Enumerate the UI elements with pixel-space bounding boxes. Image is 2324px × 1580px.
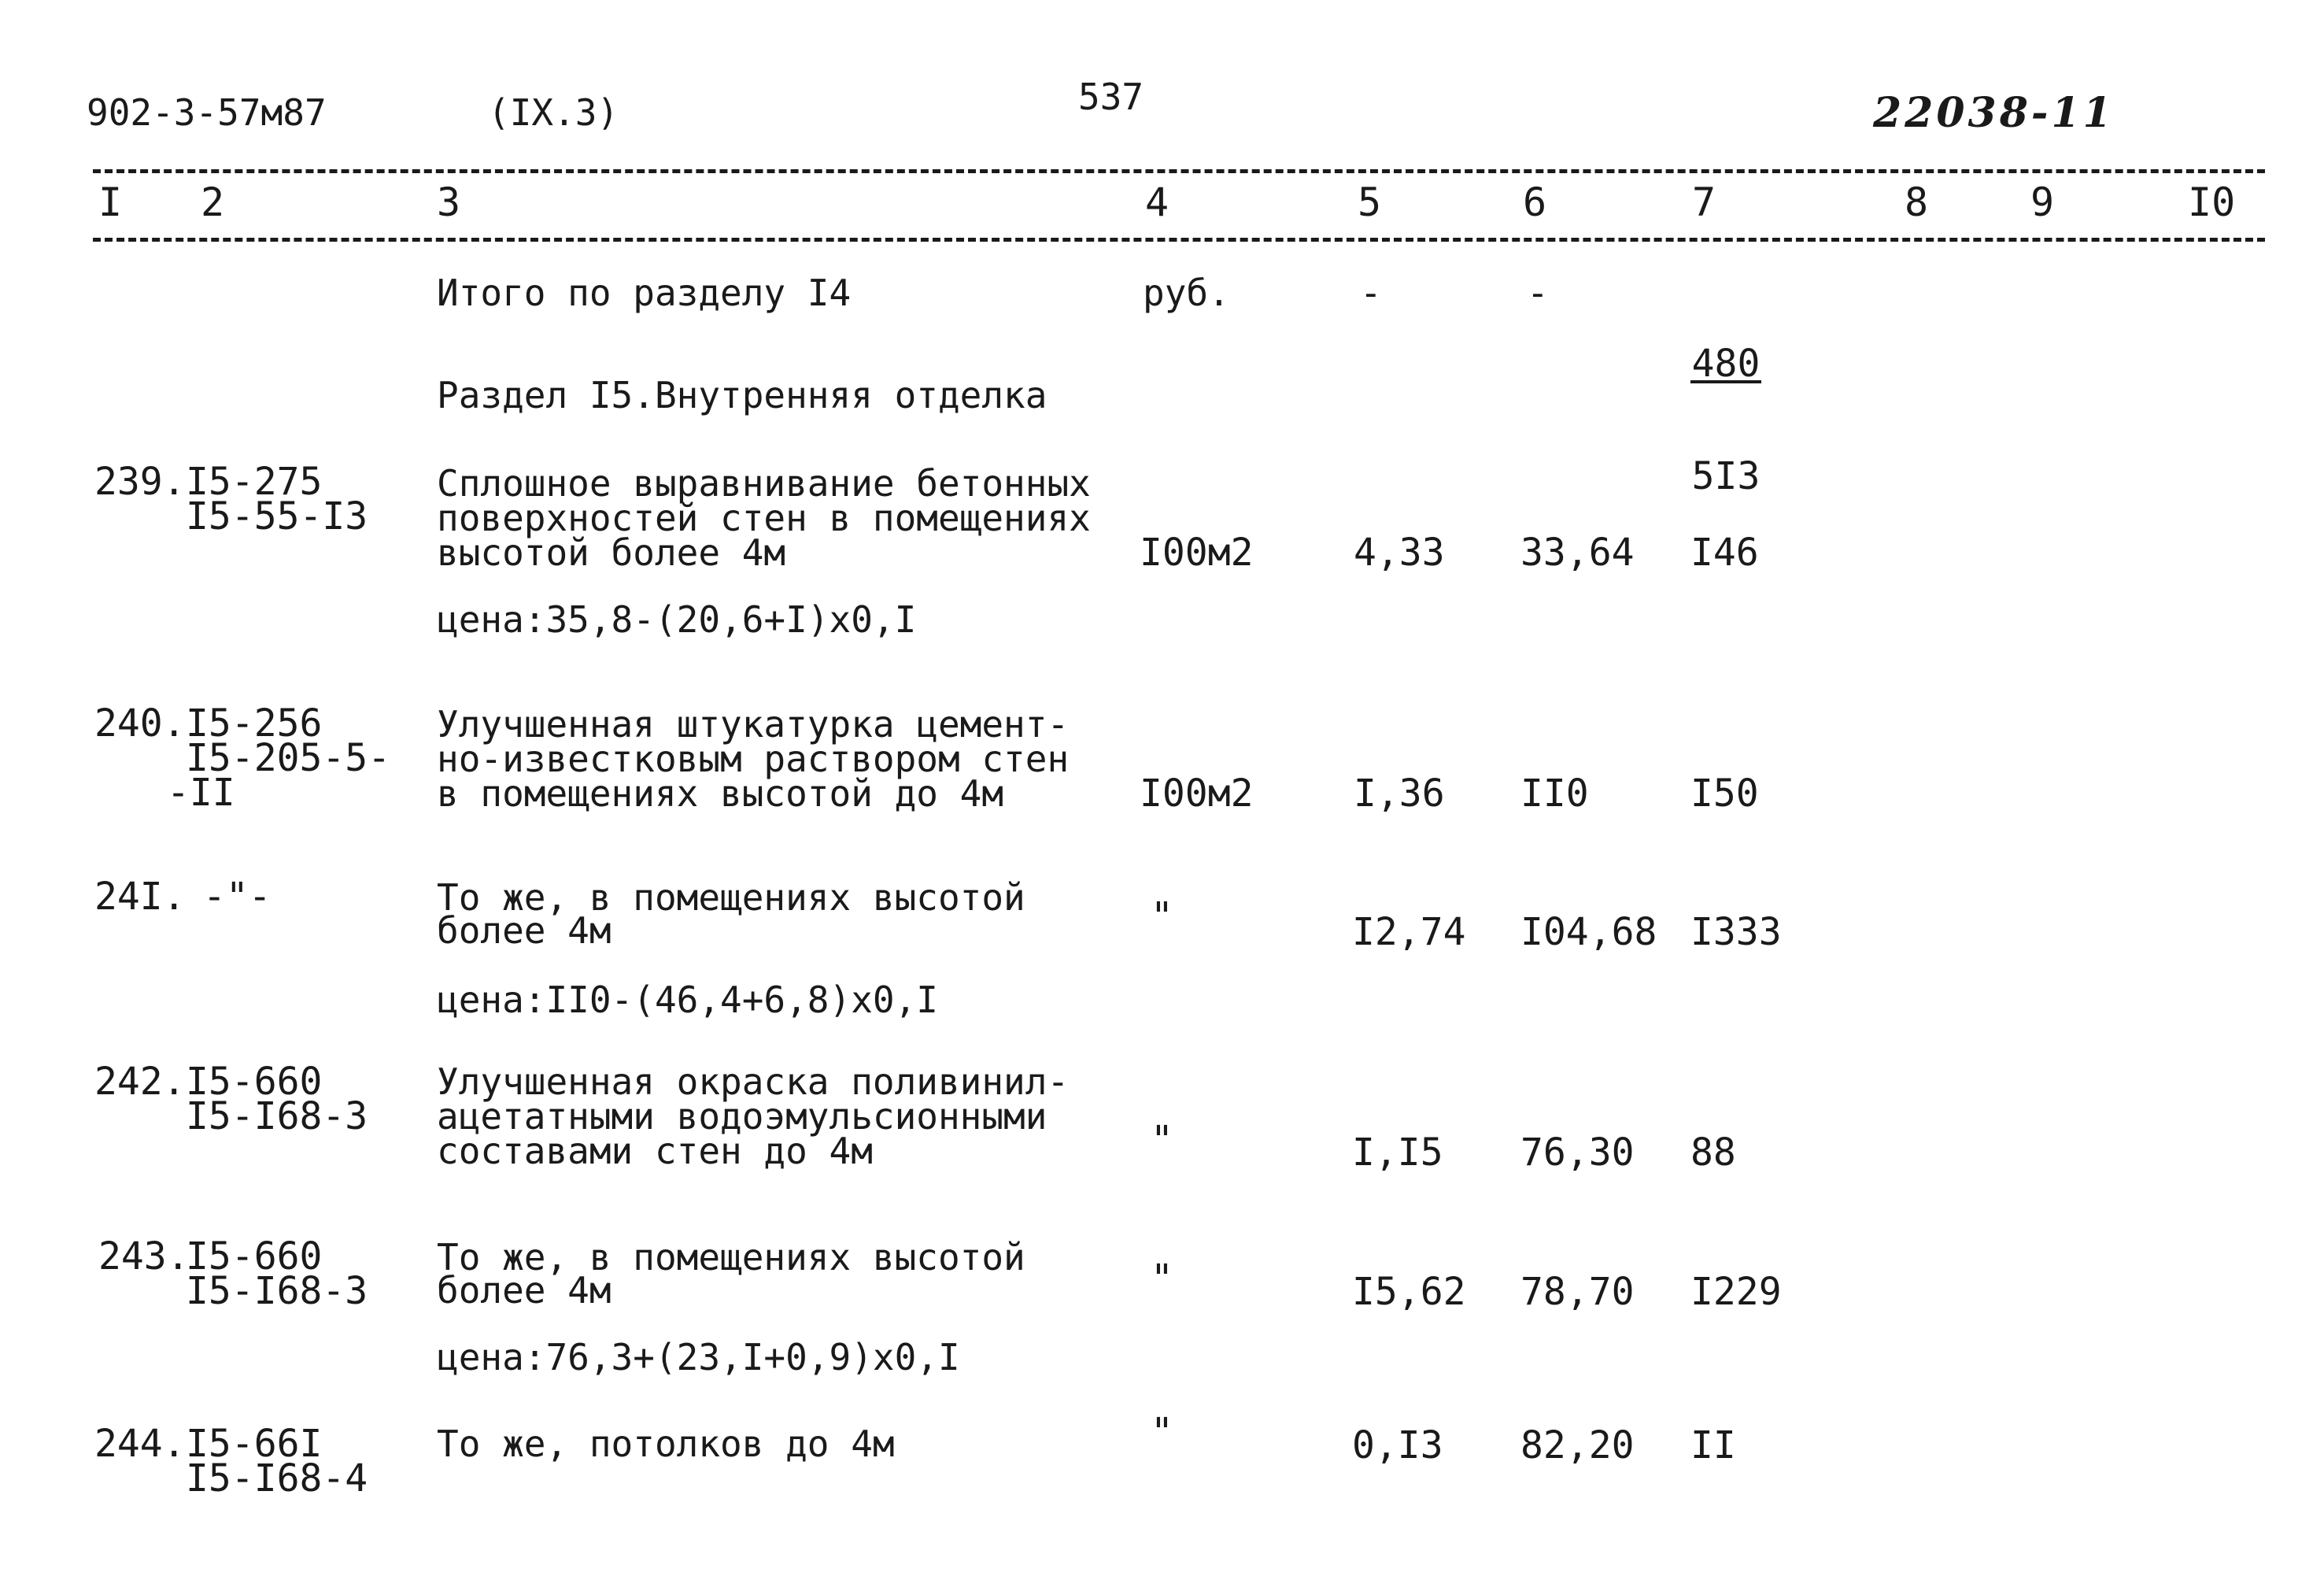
row-description-line: более 4м — [437, 1269, 611, 1312]
row-code: I5-205-5- — [186, 736, 391, 780]
row-description-line: более 4м — [437, 909, 611, 952]
column-number-8: 8 — [1905, 179, 1929, 225]
row-number: 240. — [94, 701, 186, 746]
row-number: 243. — [98, 1234, 190, 1278]
column-number-2: 2 — [201, 179, 225, 225]
row-unit-price: II0 — [1520, 771, 1589, 816]
row-unit: I00м2 — [1140, 531, 1254, 575]
row-description-line: в помещениях высотой до 4м — [437, 772, 1004, 815]
total-price: - — [1527, 272, 1549, 314]
row-unit-price: 78,70 — [1520, 1270, 1635, 1314]
row-quantity: I5,62 — [1352, 1270, 1466, 1314]
header-rule-top — [93, 169, 2265, 173]
row-code: I5-I68-4 — [186, 1456, 368, 1500]
row-code: -"- — [203, 875, 272, 919]
total-unit: руб. — [1143, 272, 1230, 314]
row-number: 242. — [94, 1060, 186, 1104]
row-unit-price: I04,68 — [1520, 910, 1657, 954]
row-description-line: но-известковым раствором стен — [437, 738, 1070, 780]
row-unit: " — [1151, 1118, 1173, 1162]
row-code: -II — [167, 771, 235, 815]
row-unit-price: 33,64 — [1520, 531, 1635, 575]
row-quantity: I2,74 — [1352, 910, 1466, 954]
row-amount: I46 — [1690, 531, 1759, 575]
row-code: I5-660 — [186, 1234, 323, 1278]
column-number-9: 9 — [2030, 179, 2055, 225]
row-unit-price: 76,30 — [1520, 1130, 1635, 1175]
row-amount: 88 — [1690, 1130, 1736, 1175]
total-amount-top: 480 — [1691, 342, 1761, 386]
row-description-line: Сплошное выравнивание бетонных — [437, 462, 1091, 505]
row-description-line: То же, в помещениях высотой — [437, 876, 1025, 919]
row-price-note: цена:II0-(46,4+6,8)x0,I — [437, 979, 938, 1021]
row-unit-price: 82,20 — [1520, 1423, 1635, 1467]
row-unit: " — [1151, 1410, 1173, 1454]
row-unit: " — [1151, 1256, 1173, 1301]
document-code: 902-3-57м87 — [87, 91, 327, 134]
row-code: I5-55-I3 — [186, 494, 368, 538]
page-number: 537 — [1078, 76, 1144, 118]
row-quantity: I,36 — [1354, 771, 1445, 816]
total-amount-fraction — [1690, 272, 1761, 531]
column-number-4: 4 — [1145, 179, 1169, 225]
column-number-1: I — [98, 179, 123, 225]
row-code: I5-I68-3 — [186, 1094, 368, 1138]
section-title: Раздел I5.Внутренняя отделка — [437, 374, 1047, 416]
row-code: I5-660 — [186, 1060, 323, 1104]
total-amount-bottom: 5I3 — [1691, 454, 1761, 498]
row-description-line: составами стен до 4м — [437, 1130, 873, 1172]
row-code: I5-256 — [186, 701, 323, 746]
section-code: (IX.3) — [488, 91, 619, 134]
row-number: 239. — [94, 460, 186, 504]
column-number-7: 7 — [1692, 179, 1716, 225]
row-price-note: цена:35,8-(20,6+I)x0,I — [437, 598, 917, 641]
row-quantity: 0,I3 — [1352, 1423, 1443, 1467]
row-description-line: высотой более 4м — [437, 531, 786, 574]
row-description-line: Улучшенная штукатурка цемент- — [437, 703, 1070, 746]
column-number-10: I0 — [2188, 179, 2236, 225]
row-unit: I00м2 — [1140, 771, 1254, 816]
row-quantity: 4,33 — [1354, 531, 1445, 575]
row-quantity: I,I5 — [1352, 1130, 1443, 1175]
row-code: I5-275 — [186, 460, 323, 504]
row-amount: II — [1690, 1423, 1736, 1467]
total-qty: - — [1360, 272, 1382, 314]
row-amount: I229 — [1690, 1270, 1782, 1314]
column-number-5: 5 — [1358, 179, 1382, 225]
column-number-3: 3 — [437, 179, 461, 225]
row-description-line: ацетатными водоэмульсионными — [437, 1095, 1047, 1138]
row-code: I5-I68-3 — [186, 1269, 368, 1313]
column-number-6: 6 — [1523, 179, 1547, 225]
stamp-number: 22038-11 — [1873, 89, 2115, 137]
row-price-note: цена:76,3+(23,I+0,9)x0,I — [437, 1336, 960, 1378]
row-description-line: Улучшенная окраска поливинил- — [437, 1060, 1070, 1103]
row-number: 24I. — [94, 875, 186, 919]
row-description-line: То же, в помещениях высотой — [437, 1236, 1025, 1278]
row-description-line: То же, потолков до 4м — [437, 1423, 895, 1465]
row-number: 244. — [94, 1422, 186, 1466]
row-amount: I333 — [1690, 910, 1782, 954]
row-amount: I50 — [1690, 771, 1759, 816]
row-code: I5-66I — [186, 1422, 323, 1466]
row-unit: " — [1151, 894, 1173, 938]
row-description-line: поверхностей стен в помещениях — [437, 497, 1091, 539]
header-rule-bottom — [93, 238, 2265, 242]
total-label: Итого по разделу I4 — [437, 272, 852, 314]
